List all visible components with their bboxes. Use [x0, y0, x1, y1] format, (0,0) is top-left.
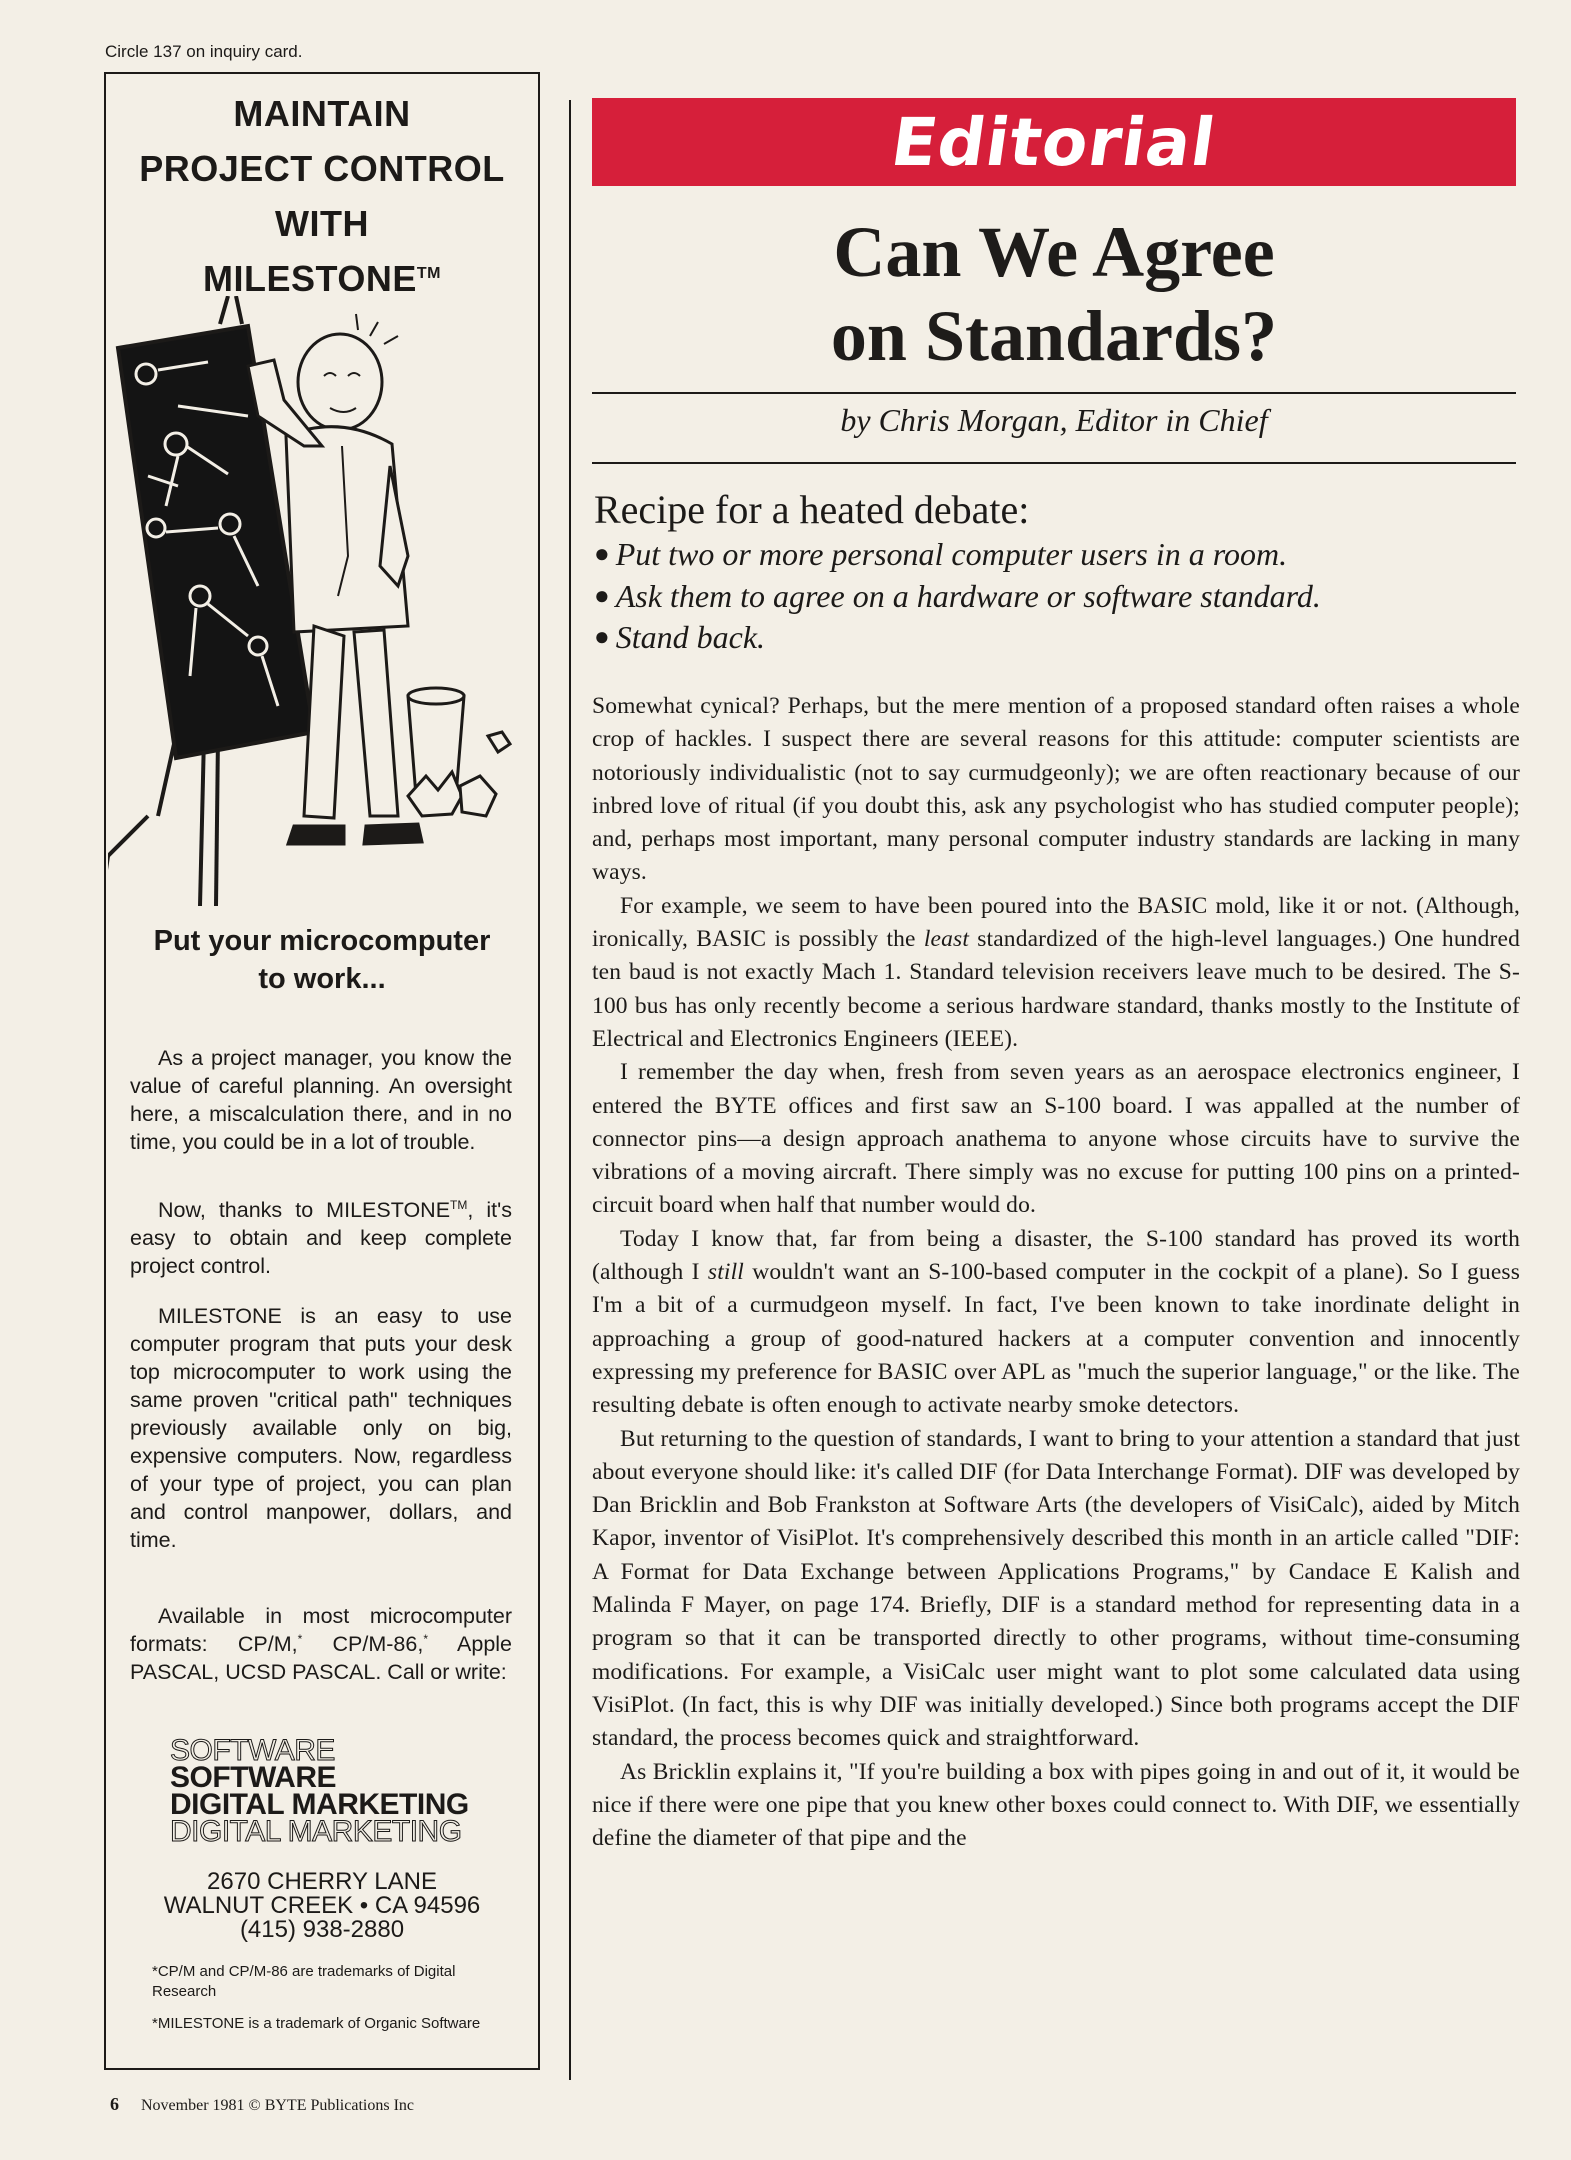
ad-tagline [104, 922, 540, 998]
inquiry-note: Circle 137 on inquiry card. [105, 42, 303, 61]
article-paragraph: As Bricklin explains it, "If you're building a box with pipes going in and out of it, it would be nice if there were one pipe that you knew other boxes could connect to. With DIF, we essentially define the diameter of that pipe and the [592, 1758, 1520, 1852]
ad-paragraph: Now, thanks to MILESTONE™, it's easy to obtain and keep complete project control. [130, 1197, 512, 1278]
ad-paragraph: As a project manager, you know the value of careful planning. An oversight here, a miscalculation there, and in no time, you could be in a lot of trouble. [130, 1046, 512, 1154]
section-banner [592, 98, 1516, 186]
column-divider [569, 100, 571, 2080]
article-paragraph: Today I know that, far from being a disaster, the S-100 standard has proved its worth (although I still wouldn't want an S-100-based computer in the cockpit of a plane). So I guess I'm a bit of a curmudgeon myself. In fact, I've been known to take inordinate delight in approaching a group of good-natured hackers at a computer convention and innocently expressing my preference for BASIC over APL as "much the superior language," or the like. The resulting debate is often enough to activate nearby smoke detectors. [592, 1225, 1520, 1419]
recipe-bullet: ● Stand back. [594, 619, 766, 655]
byline-rule-top [592, 392, 1516, 394]
ad-headline-line-1: MAINTAIN [233, 93, 411, 134]
byline-rule-bottom [592, 462, 1516, 464]
page-footer [110, 2094, 414, 2115]
trademark-mark: TM [450, 1197, 468, 1212]
address-phone: (415) 938-2880 [239, 1916, 405, 1943]
headline-line-1: Can We Agree [833, 212, 1275, 292]
bullet-dot-icon: ● [594, 581, 610, 610]
article-headline [592, 210, 1516, 378]
ad-headline-line-2: PROJECT CONTROL [139, 148, 505, 189]
milestone-word: MILESTONE [203, 258, 417, 299]
article-body [592, 690, 1520, 1855]
article-paragraph: I remember the day when, fresh from seven years as an aerospace electronics engineer, I entered the BYTE offices and first saw an S-100 board. I was appalled at the number of connector pins—a design approach anathema to anyone whose circuits have to survive the vibrations of a moving aircraft. There simply was no excuse for putting 100 pins on a printed-circuit board when half that number would do. [592, 1059, 1520, 1219]
recipe-bullet: ● Ask them to agree on a hardware or software standard. [594, 578, 1321, 614]
cartoon-manager-at-chalkboard-illustration [108, 296, 538, 932]
ad-paragraph: MILESTONE is an easy to use computer program that puts your desk top microcomputer to work using the same proven "critical path" techniques previously available only on big, expensive computers. Now, regardless of your type of project, you can plan and control manpower, dollars, and time. [130, 1304, 512, 1552]
headline-line-2: on Standards? [830, 296, 1278, 376]
ad-paragraph: Available in most microcomputer formats: CP/M,* CP/M-86,* Apple PASCAL, UCSD PASCAL. Call or write: [130, 1604, 513, 1684]
article-paragraph: For example, we seem to have been poured into the BASIC mold, like it or not. (Although, ironically, BASIC is possibly the least standardized of the high-level languages.) One hundred ten baud is not exactly Mach 1. Standard television receivers leave much to be desired. The S-100 bus has only recently become a serious hardware standard, thanks mostly to the Institute of Electrical and Electronics Engineers (IEEE). [592, 892, 1520, 1052]
article-paragraph: But returning to the question of standards, I want to bring to your attention a standard that just about everyone should like: it's called DIF (for Data Interchange Format). DIF was developed by Dan Bricklin and Bob Frankston at Software Arts (the developers of VisiCalc), aided by Mitch Kapor, inventor of VisiPlot. It's comprehensively described this month in an article called "DIF: A Format for Data Exchange between Applications Programs," by Candace E Kalish and Malinda F Mayer, on page 174. Briefly, DIF is a standard method for representing data in a program so that it can be transported directly to other programs, without time-consuming modifications. For example, a VisiCalc user might want to plot some calculated data using VisiPlot. (In fact, this is why DIF was initially developed.) Since both programs accept the DIF standard, the process becomes quick and straightforward. [592, 1425, 1520, 1752]
ad-footnote: *MILESTONE is a trademark of Organic Software [152, 2015, 481, 2032]
ad-footnote: *CP/M and CP/M-86 are trademarks of Digital Research [152, 1963, 456, 2000]
company-logo-outline-software: SOFTWARE [170, 1734, 335, 1767]
trademark-mark: TM [416, 265, 441, 282]
ad-headline-line-3: WITH [275, 203, 369, 244]
ad-tagline-line-1: Put your microcomputer [153, 925, 491, 957]
recipe-bullet: ● Put two or more personal computer users in a room. [594, 536, 1288, 572]
bullet-dot-icon: ● [594, 539, 610, 568]
ad-tagline-line-2: to work... [258, 963, 386, 995]
article-byline: by Chris Morgan, Editor in Chief [840, 402, 1268, 438]
section-banner-label: Editorial [886, 103, 1222, 181]
footer-credit: November 1981 © BYTE Publications Inc [141, 2097, 414, 2114]
ad-headline [104, 86, 540, 306]
article-paragraph: Somewhat cynical? Perhaps, but the mere mention of a proposed standard often raises a whole crop of hackles. I suspect there are several reasons for this attitude: computer scientists are notoriously individualistic (not to say curmudgeonly); we are often reactionary because of our inbred love of ritual (if you doubt this, ask any psychologist who has studied computer people); and, perhaps most important, many personal computer industry standards are lacking in many ways. [592, 693, 1520, 886]
address-city: WALNUT CREEK • CA 94596 [163, 1892, 481, 1919]
company-logo-digital-marketing: DIGITAL MARKETING [170, 1788, 469, 1821]
page-number: 6 [110, 2094, 119, 2114]
address-street: 2670 CHERRY LANE [207, 1868, 437, 1895]
company-address [104, 1870, 540, 1942]
bullet-dot-icon: ● [594, 622, 610, 651]
recipe-heading: Recipe for a heated debate: [594, 487, 1030, 532]
company-logo-outline-digital-marketing: DIGITAL MARKETING [170, 1815, 462, 1848]
company-logo-software: SOFTWARE [170, 1761, 336, 1794]
